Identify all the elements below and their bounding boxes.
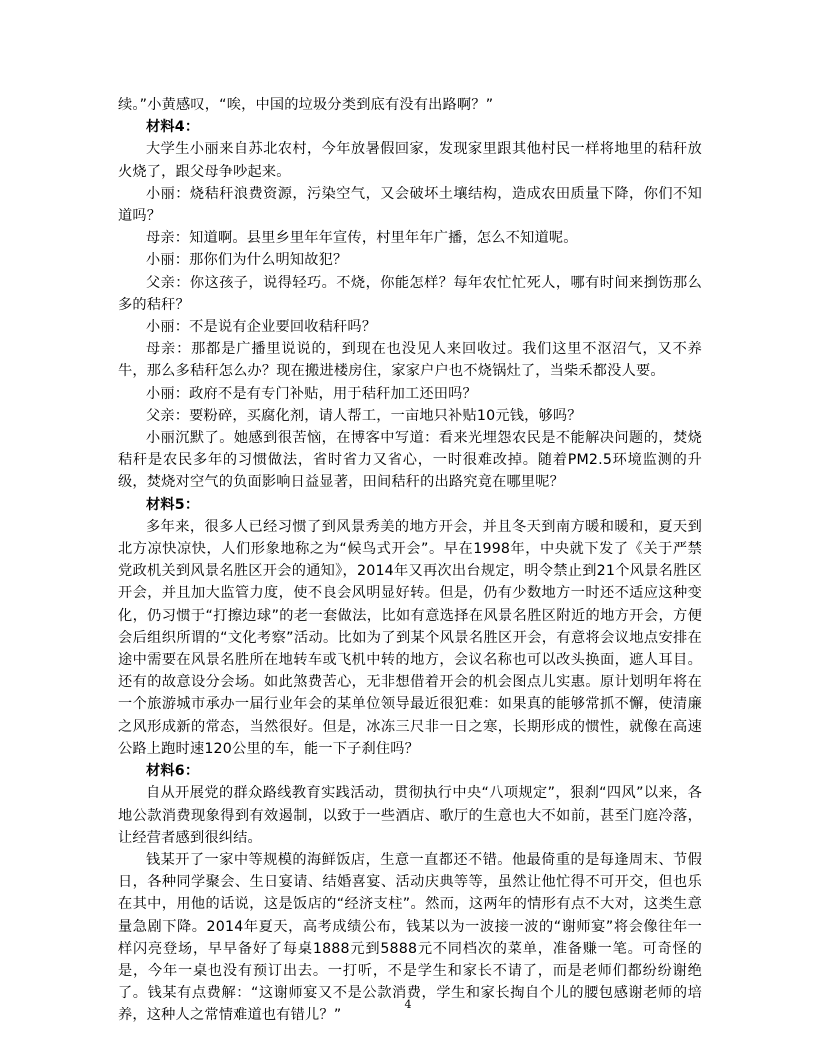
heading-material-6: 材料6： (146, 763, 200, 780)
dialogue-line: 小丽：不是说有企业要回收秸秆吗？ (146, 319, 377, 336)
paragraph: 多年来，很多人已经习惯了到风景秀美的地方开会，并且冬天到南方暖和暖和，夏天到北方凉快凉快，人们形象地称之为“候鸟式开会”。早在1998年，中央就下发了《关于严禁党政机关到风景名胜区开会的通知》，2014年又再次出台规定，明令禁止到21个风景名胜区开会，并且加大监管力度，使不良会风明显好转。但是，仍有少数地方一时还不适应这种变化，仍习惯于“打擦边球”的老一套做法，比如有意选择在风景名胜区附近的地方开会，方便会后组织所谓的“文化考察”活动。比如为了到某个风景名胜区开会，有意将会议地点安排在途中需要在风景名胜所在地转车或飞机中转的地方，会议名称也可以改头换面，遮人耳目。还有的故意设分会场。如此煞费苦心，无非想借着开会的机会图点儿实惠。原计划明年将在一个旅游城市承办一届行业年会的某单位领导最近很犯难：如果真的能够常抓不懈，使清廉之风形成新的常态，当然很好。但是，冰冻三尺非一日之寒，长期形成的惯性，就像在高速公路上跑时速120公里的车，能一下子刹住吗？ (118, 518, 702, 757)
dialogue-line: 母亲：知道啊。县里乡里年年宣传，村里年年广播，怎么不知道呢。 (146, 230, 578, 247)
dialogue-line: 小丽：政府不是有专门补贴，用于秸秆加工还田吗？ (146, 385, 477, 402)
paragraph-continuation: 续。”小黄感叹，“唉，中国的垃圾分类到底有没有出路啊？” (118, 97, 494, 113)
dialogue-line: 父亲：你这孩子，说得轻巧。不烧，你能怎样？每年农忙忙死人，哪有时间来捯饬那么多的秸秆？ (118, 274, 702, 313)
paragraph: 自从开展党的群众路线教育实践活动，贯彻执行中央“八项规定”，狠刹“四风”以来，各地公款消费现象得到有效遏制，以致于一些酒店、歌厅的生意也大不如前，甚至门庭冷落，让经营者感到很纠结。 (118, 785, 702, 846)
paragraph: 大学生小丽来自苏北农村，今年放暑假回家，发现家里跟其他村民一样将地里的秸秆放火烧了，跟父母争吵起来。 (118, 141, 702, 180)
heading-material-5: 材料5： (146, 496, 200, 513)
dialogue-line: 父亲：要粉碎，买腐化剂，请人帮工，一亩地只补贴10元钱，够吗？ (146, 407, 582, 424)
document-body (118, 94, 702, 1027)
dialogue-line: 小丽：烧秸秆浪费资源，污染空气，又会破坏土壤结构，造成农田质量下降，你们不知道吗？ (118, 185, 702, 225)
paragraph: 钱某开了一家中等规模的海鲜饭店，生意一直都还不错。他最倚重的是每逢周末、节假日，各种同学聚会、生日宴请、结婚喜宴、活动庆典等等，虽然让他忙得不可开交，但也乐在其中，用他的话说，这是饭店的“经济支柱”。然而，这两年的情形有点不大对，这类生意量急剧下降。2014年夏天，高考成绩公布，钱某以为一波接一波的“谢师宴”将会像往年一样闪亮登场，早早备好了每桌1888元到5888元不同档次的菜单，准备赚一笔。可奇怪的是，今年一桌也没有预订出去。一打听，不是学生和家长不请了，而是老师们都纷纷谢绝了。钱某有点费解：“这谢师宴又不是公款消费，学生和家长掏自个儿的腰包感谢老师的培养，这种人之常情难道也有错儿？” (118, 851, 702, 1024)
paragraph: 小丽沉默了。她感到很苦恼，在博客中写道：看来光埋怨农民是不能解决问题的，焚烧秸秆是农民多年的习惯做法，省时省力又省心，一时很难改掉。随着PM2.5环境监测的升级，焚烧对空气的负面影响日益显著，田间秸秆的出路究竟在哪里呢？ (118, 430, 702, 491)
dialogue-line: 母亲：那都是广播里说说的，到现在也没见人来回收过。我们这里不沤沼气，又不养牛，那么多秸秆怎么办？现在搬进楼房住，家家户户也不烧锅灶了，当柴禾都没人要。 (118, 341, 702, 380)
page-number: 4 (404, 998, 412, 1011)
heading-material-4: 材料4： (146, 119, 200, 136)
dialogue-line: 小丽：那你们为什么明知故犯？ (146, 252, 348, 269)
